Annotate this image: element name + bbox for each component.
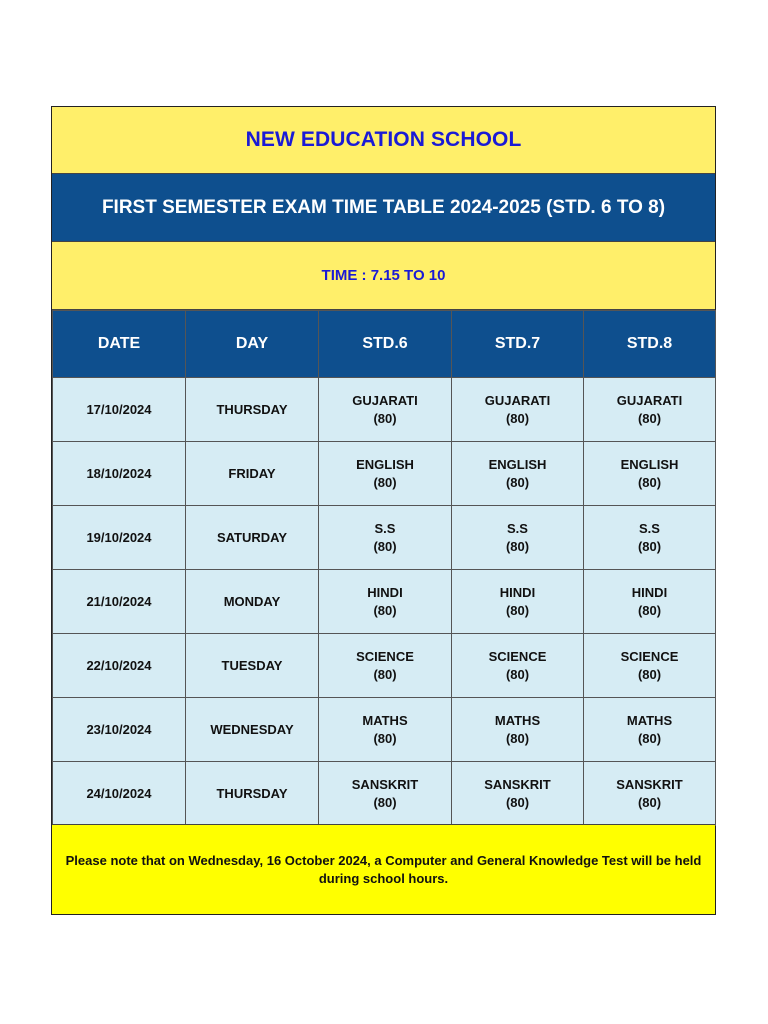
subject-name: SANSKRIT xyxy=(616,776,683,792)
table-row xyxy=(53,506,716,570)
header-std6: STD.6 xyxy=(319,311,452,378)
subject-marks: (80) xyxy=(637,666,662,682)
subject-marks: (80) xyxy=(505,602,530,618)
subject-name: HINDI xyxy=(499,584,536,600)
subject-name: SCIENCE xyxy=(356,648,414,664)
table-row xyxy=(53,762,716,826)
subject-name: GUJARATI xyxy=(484,392,551,408)
subject-marks: (80) xyxy=(373,666,397,682)
day-cell: TUESDAY xyxy=(186,634,319,698)
subject-marks: (80) xyxy=(373,730,397,746)
date-cell: 18/10/2024 xyxy=(53,442,186,506)
date-cell: 19/10/2024 xyxy=(53,506,186,570)
subject-name: HINDI xyxy=(367,584,403,600)
table-row xyxy=(53,378,716,442)
date-cell: 24/10/2024 xyxy=(53,762,186,826)
subject-cell-std8 xyxy=(584,378,716,442)
date-cell: 17/10/2024 xyxy=(53,378,186,442)
table-row xyxy=(53,442,716,506)
timetable xyxy=(52,310,716,826)
subject-cell-std6 xyxy=(319,442,452,506)
subject-name: ENGLISH xyxy=(356,456,414,472)
header-day: DAY xyxy=(186,311,319,378)
table-row xyxy=(53,634,716,698)
subject-name: HINDI xyxy=(631,584,668,600)
day-cell: MONDAY xyxy=(186,570,319,634)
school-name-banner xyxy=(52,107,715,174)
subject-marks: (80) xyxy=(637,410,662,426)
subject-cell-std7 xyxy=(452,570,584,634)
header-std8: STD.8 xyxy=(584,311,716,378)
subject-cell-std7 xyxy=(452,442,584,506)
subject-marks: (80) xyxy=(505,794,530,810)
subject-cell-std8 xyxy=(584,570,716,634)
exam-title: FIRST SEMESTER EXAM TIME TABLE 2024-2025 (STD. 6 TO 8) xyxy=(101,196,666,218)
subject-name: SANSKRIT xyxy=(351,776,419,792)
table-row xyxy=(53,698,716,762)
subject-cell-std7 xyxy=(452,634,584,698)
subject-cell-std7 xyxy=(452,506,584,570)
subject-cell-std6 xyxy=(319,634,452,698)
subject-marks: (80) xyxy=(637,538,662,554)
subject-cell-std7 xyxy=(452,762,584,826)
subject-marks: (80) xyxy=(505,474,530,490)
subject-name: MATHS xyxy=(494,712,541,728)
subject-name: MATHS xyxy=(626,712,673,728)
subject-marks: (80) xyxy=(505,666,530,682)
date-cell: 22/10/2024 xyxy=(53,634,186,698)
header-date: DATE xyxy=(53,311,186,378)
subject-marks: (80) xyxy=(505,730,530,746)
subject-marks: (80) xyxy=(505,410,530,426)
subject-name: GUJARATI xyxy=(352,392,418,408)
subject-marks: (80) xyxy=(505,538,530,554)
subject-name: SANSKRIT xyxy=(484,776,551,792)
subject-marks: (80) xyxy=(373,410,397,426)
subject-marks: (80) xyxy=(373,538,397,554)
subject-name: S.S xyxy=(639,520,660,536)
day-cell: WEDNESDAY xyxy=(186,698,319,762)
subject-cell-std7 xyxy=(452,698,584,762)
day-cell: THURSDAY xyxy=(186,378,319,442)
table-row xyxy=(53,570,716,634)
subject-marks: (80) xyxy=(373,602,397,618)
subject-name: ENGLISH xyxy=(488,456,547,472)
subject-cell-std8 xyxy=(584,442,716,506)
subject-cell-std6 xyxy=(319,378,452,442)
timetable-sheet xyxy=(51,106,716,915)
date-cell: 21/10/2024 xyxy=(53,570,186,634)
subject-marks: (80) xyxy=(637,794,662,810)
date-cell: 23/10/2024 xyxy=(53,698,186,762)
subject-name: SCIENCE xyxy=(488,648,547,664)
subject-cell-std7 xyxy=(452,378,584,442)
subject-name: SCIENCE xyxy=(620,648,679,664)
subject-marks: (80) xyxy=(373,794,397,810)
subject-name: GUJARATI xyxy=(616,392,683,408)
subject-cell-std6 xyxy=(319,506,452,570)
subject-name: MATHS xyxy=(362,712,408,728)
subject-marks: (80) xyxy=(637,602,662,618)
note-box xyxy=(52,824,715,914)
timetable-body xyxy=(53,378,716,826)
subject-cell-std6 xyxy=(319,762,452,826)
subject-cell-std8 xyxy=(584,634,716,698)
subject-marks: (80) xyxy=(373,474,397,490)
subject-cell-std8 xyxy=(584,762,716,826)
header-std7: STD.7 xyxy=(452,311,584,378)
exam-time: TIME : 7.15 TO 10 xyxy=(321,267,446,284)
exam-title-banner xyxy=(52,174,715,242)
subject-name: S.S xyxy=(507,520,528,536)
time-banner xyxy=(52,242,715,310)
subject-cell-std8 xyxy=(584,698,716,762)
school-name: NEW EDUCATION SCHOOL xyxy=(245,128,522,151)
subject-cell-std6 xyxy=(319,698,452,762)
subject-cell-std6 xyxy=(319,570,452,634)
subject-name: S.S xyxy=(374,520,396,536)
subject-cell-std8 xyxy=(584,506,716,570)
table-header-row xyxy=(53,311,716,378)
note-text: Please note that on Wednesday, 16 October 2024, a Computer and General Knowledge Test will be held during school hours. xyxy=(65,852,702,886)
day-cell: THURSDAY xyxy=(186,762,319,826)
day-cell: FRIDAY xyxy=(186,442,319,506)
subject-marks: (80) xyxy=(637,474,662,490)
day-cell: SATURDAY xyxy=(186,506,319,570)
subject-marks: (80) xyxy=(637,730,662,746)
subject-name: ENGLISH xyxy=(620,456,679,472)
